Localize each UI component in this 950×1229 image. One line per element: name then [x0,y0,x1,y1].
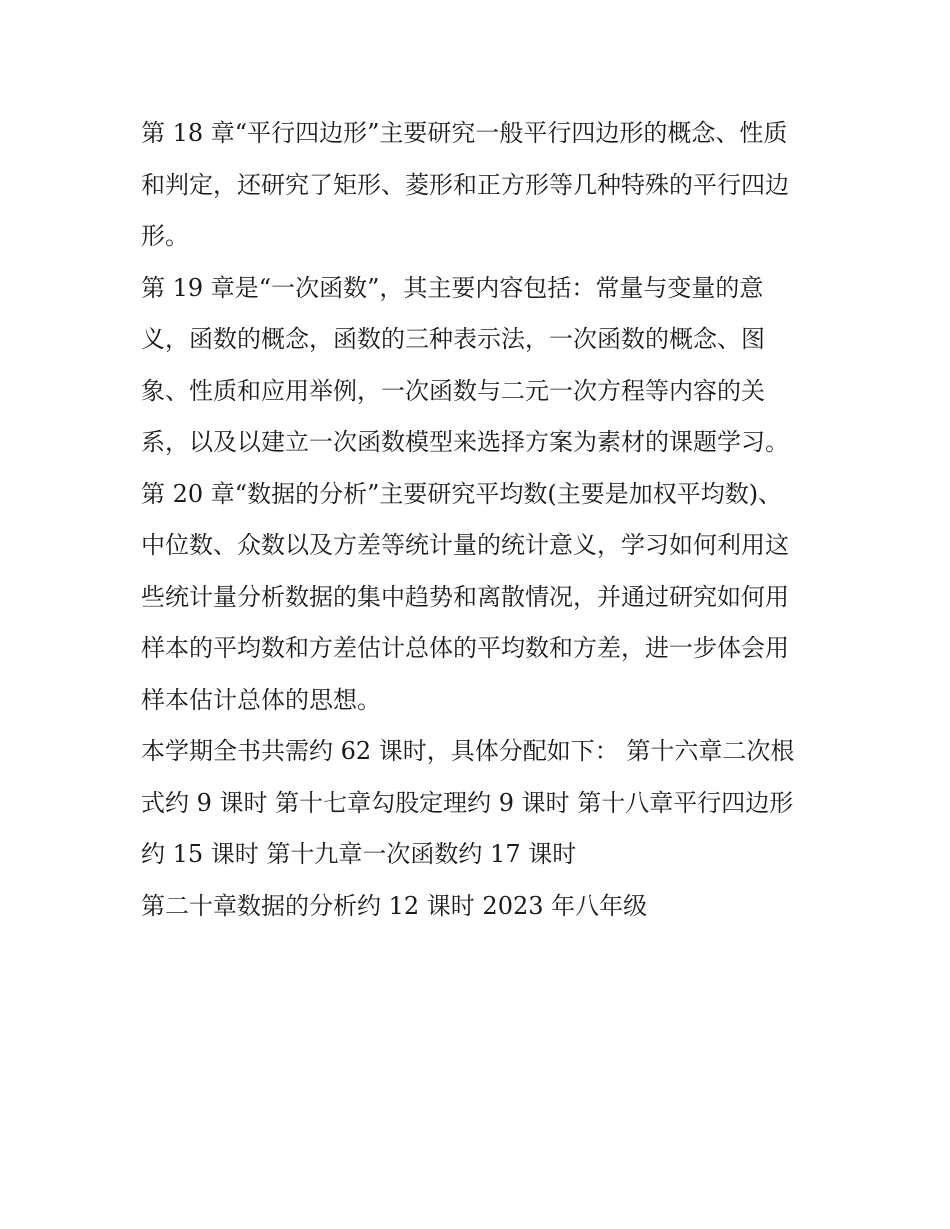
text-line: 第 18 章“平行四边形”主要研究一般平行四边形的概念、性质 [141,119,788,147]
text-line: 第 19 章是“一次函数”，其主要内容包括：常量与变量的意 [141,273,764,302]
text-line: 义，函数的概念，函数的三种表示法，一次函数的概念、图 [141,325,765,353]
text-line: 约 15 课时 第十九章一次函数约 17 课时 [141,840,577,868]
text-line: 式约 9 课时 第十七章勾股定理约 9 课时 第十八章平行四边形 [141,788,794,817]
text-line: 中位数、众数以及方差等统计量的统计意义，学习如何利用这 [141,531,789,559]
text-line: 样本的平均数和方差估计总体的平均数和方差，进一步体会用 [141,634,789,662]
text-line: 象、性质和应用举例，一次函数与二元一次方程等内容的关 [141,376,765,405]
text-line: 和判定，还研究了矩形、菱形和正方形等几种特殊的平行四边 [141,170,789,199]
text-line: 第 20 章“数据的分析”主要研究平均数(主要是加权平均数)、 [141,479,783,508]
text-line: 样本估计总体的思想。 [141,685,381,714]
text-line: 形。 [141,222,189,250]
text-line: 第二十章数据的分析约 12 课时 2023 年八年级 [141,891,648,920]
document-body [141,108,821,932]
text-line: 些统计量分析数据的集中趋势和离散情况，并通过研究如何用 [141,582,789,611]
text-line: 本学期全书共需约 62 课时，具体分配如下： 第十六章二次根 [141,737,795,765]
text-line: 系，以及以建立一次函数模型来选择方案为素材的课题学习。 [141,428,789,456]
